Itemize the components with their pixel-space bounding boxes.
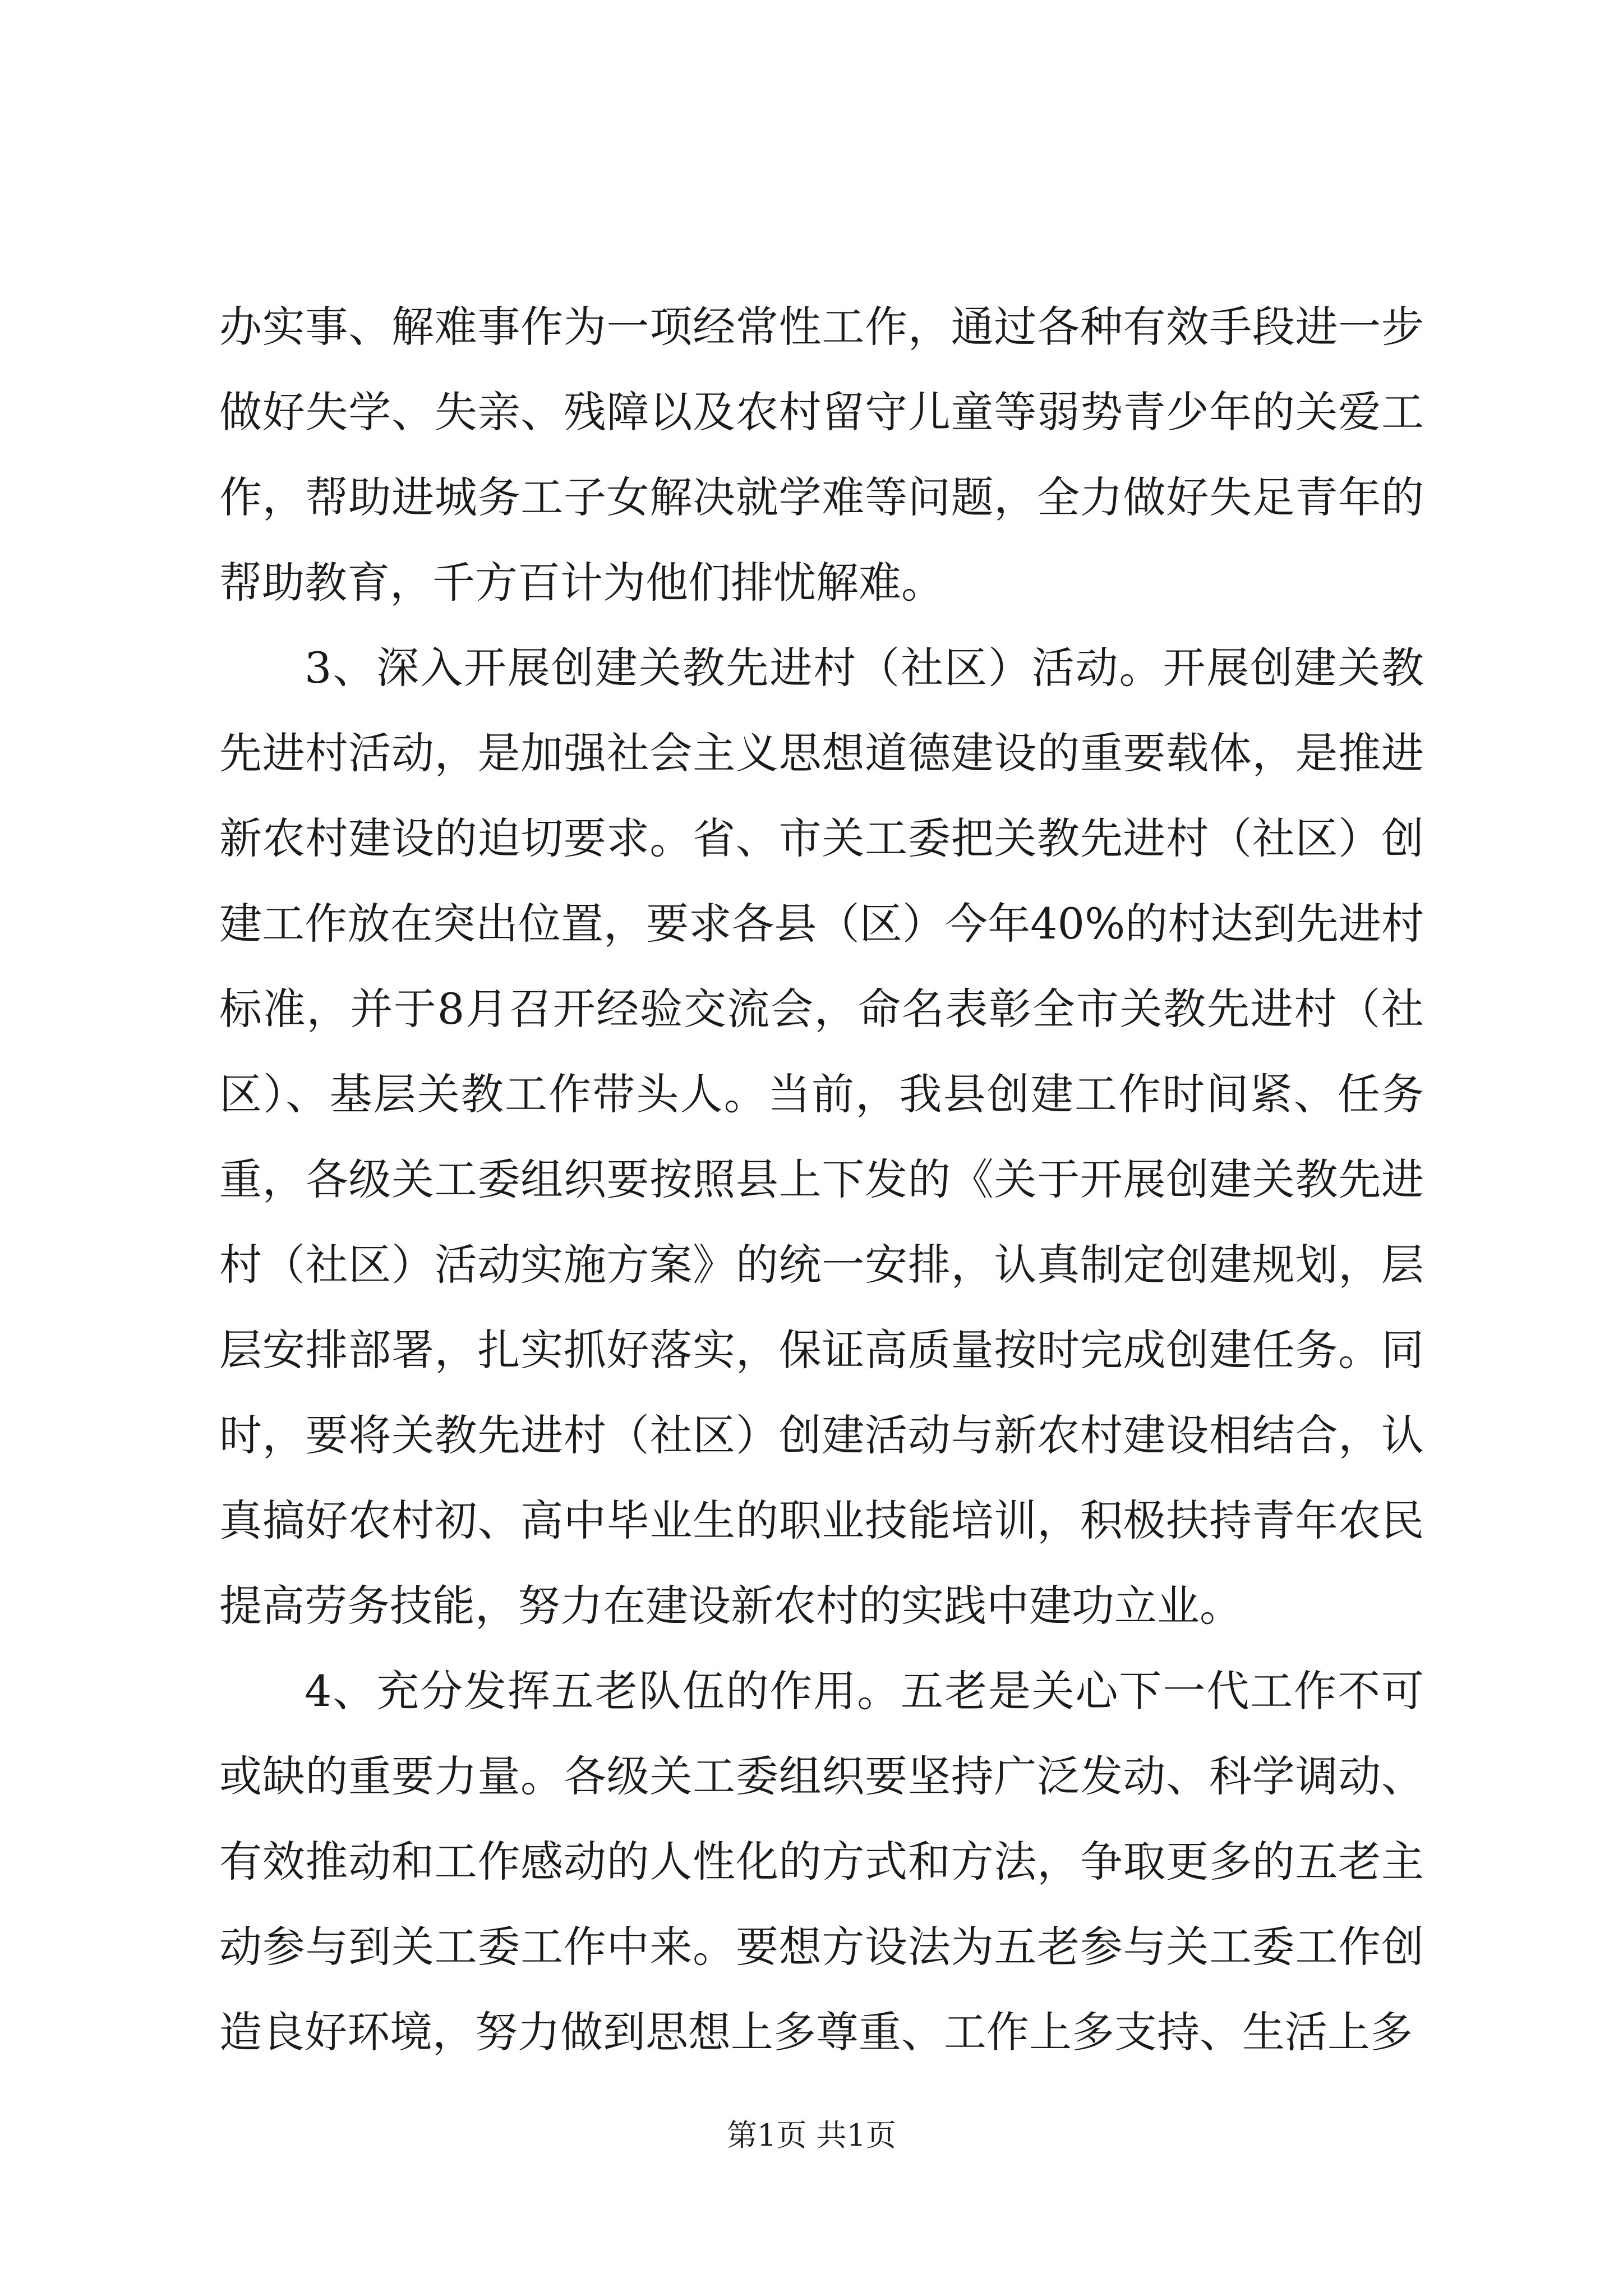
paragraph-item-4: 4、充分发挥五老队伍的作用。五老是关心下一代工作不可或缺的重要力量。各级关工委组织要坚持广泛发动、科学调动、有效推动和工作感动的人性化的方式和方法，争取更多的五老主动参与到关工委工作中来。要想方设法为五老参与关工委工作创造良好环境，努力做到思想上多尊重、工作上多支持、生活上多 xyxy=(219,1666,1424,2057)
page-footer: 第1页 共1页 xyxy=(727,2118,896,2153)
paragraph-continuation: 办实事、解难事作为一项经常性工作，通过各种有效手段进一步做好失学、失亲、残障以及农村留守儿童等弱势青少年的关爱工作，帮助进城务工子女解决就学难等问题，全力做好失足青年的帮助教育，千方百计为他们排忧解难。 xyxy=(219,302,1424,608)
document-body xyxy=(219,284,1424,2075)
paragraph-item-3: 3、深入开展创建关教先进村（社区）活动。开展创建关教先进村活动，是加强社会主义思想道德建设的重要载体，是推进新农村建设的迫切要求。省、市关工委把关教先进村（社区）创建工作放在突出位置，要求各县（区）今年40%的村达到先进村标准，并于8月召开经验交流会，命名表彰全市关教先进村（社区）、基层关教工作带头人。当前，我县创建工作时间紧、任务重，各级关工委组织要按照县上下发的《关于开展创建关教先进村（社区）活动实施方案》的统一安排，认真制定创建规划，层层安排部署，扎实抓好落实，保证高质量按时完成创建任务。同时，要将关教先进村（社区）创建活动与新农村建设相结合，认真搞好农村初、高中毕业生的职业技能培训，积极扶持青年农民提高劳务技能，努力在建设新农村的实践中建功立业。 xyxy=(219,643,1424,1631)
